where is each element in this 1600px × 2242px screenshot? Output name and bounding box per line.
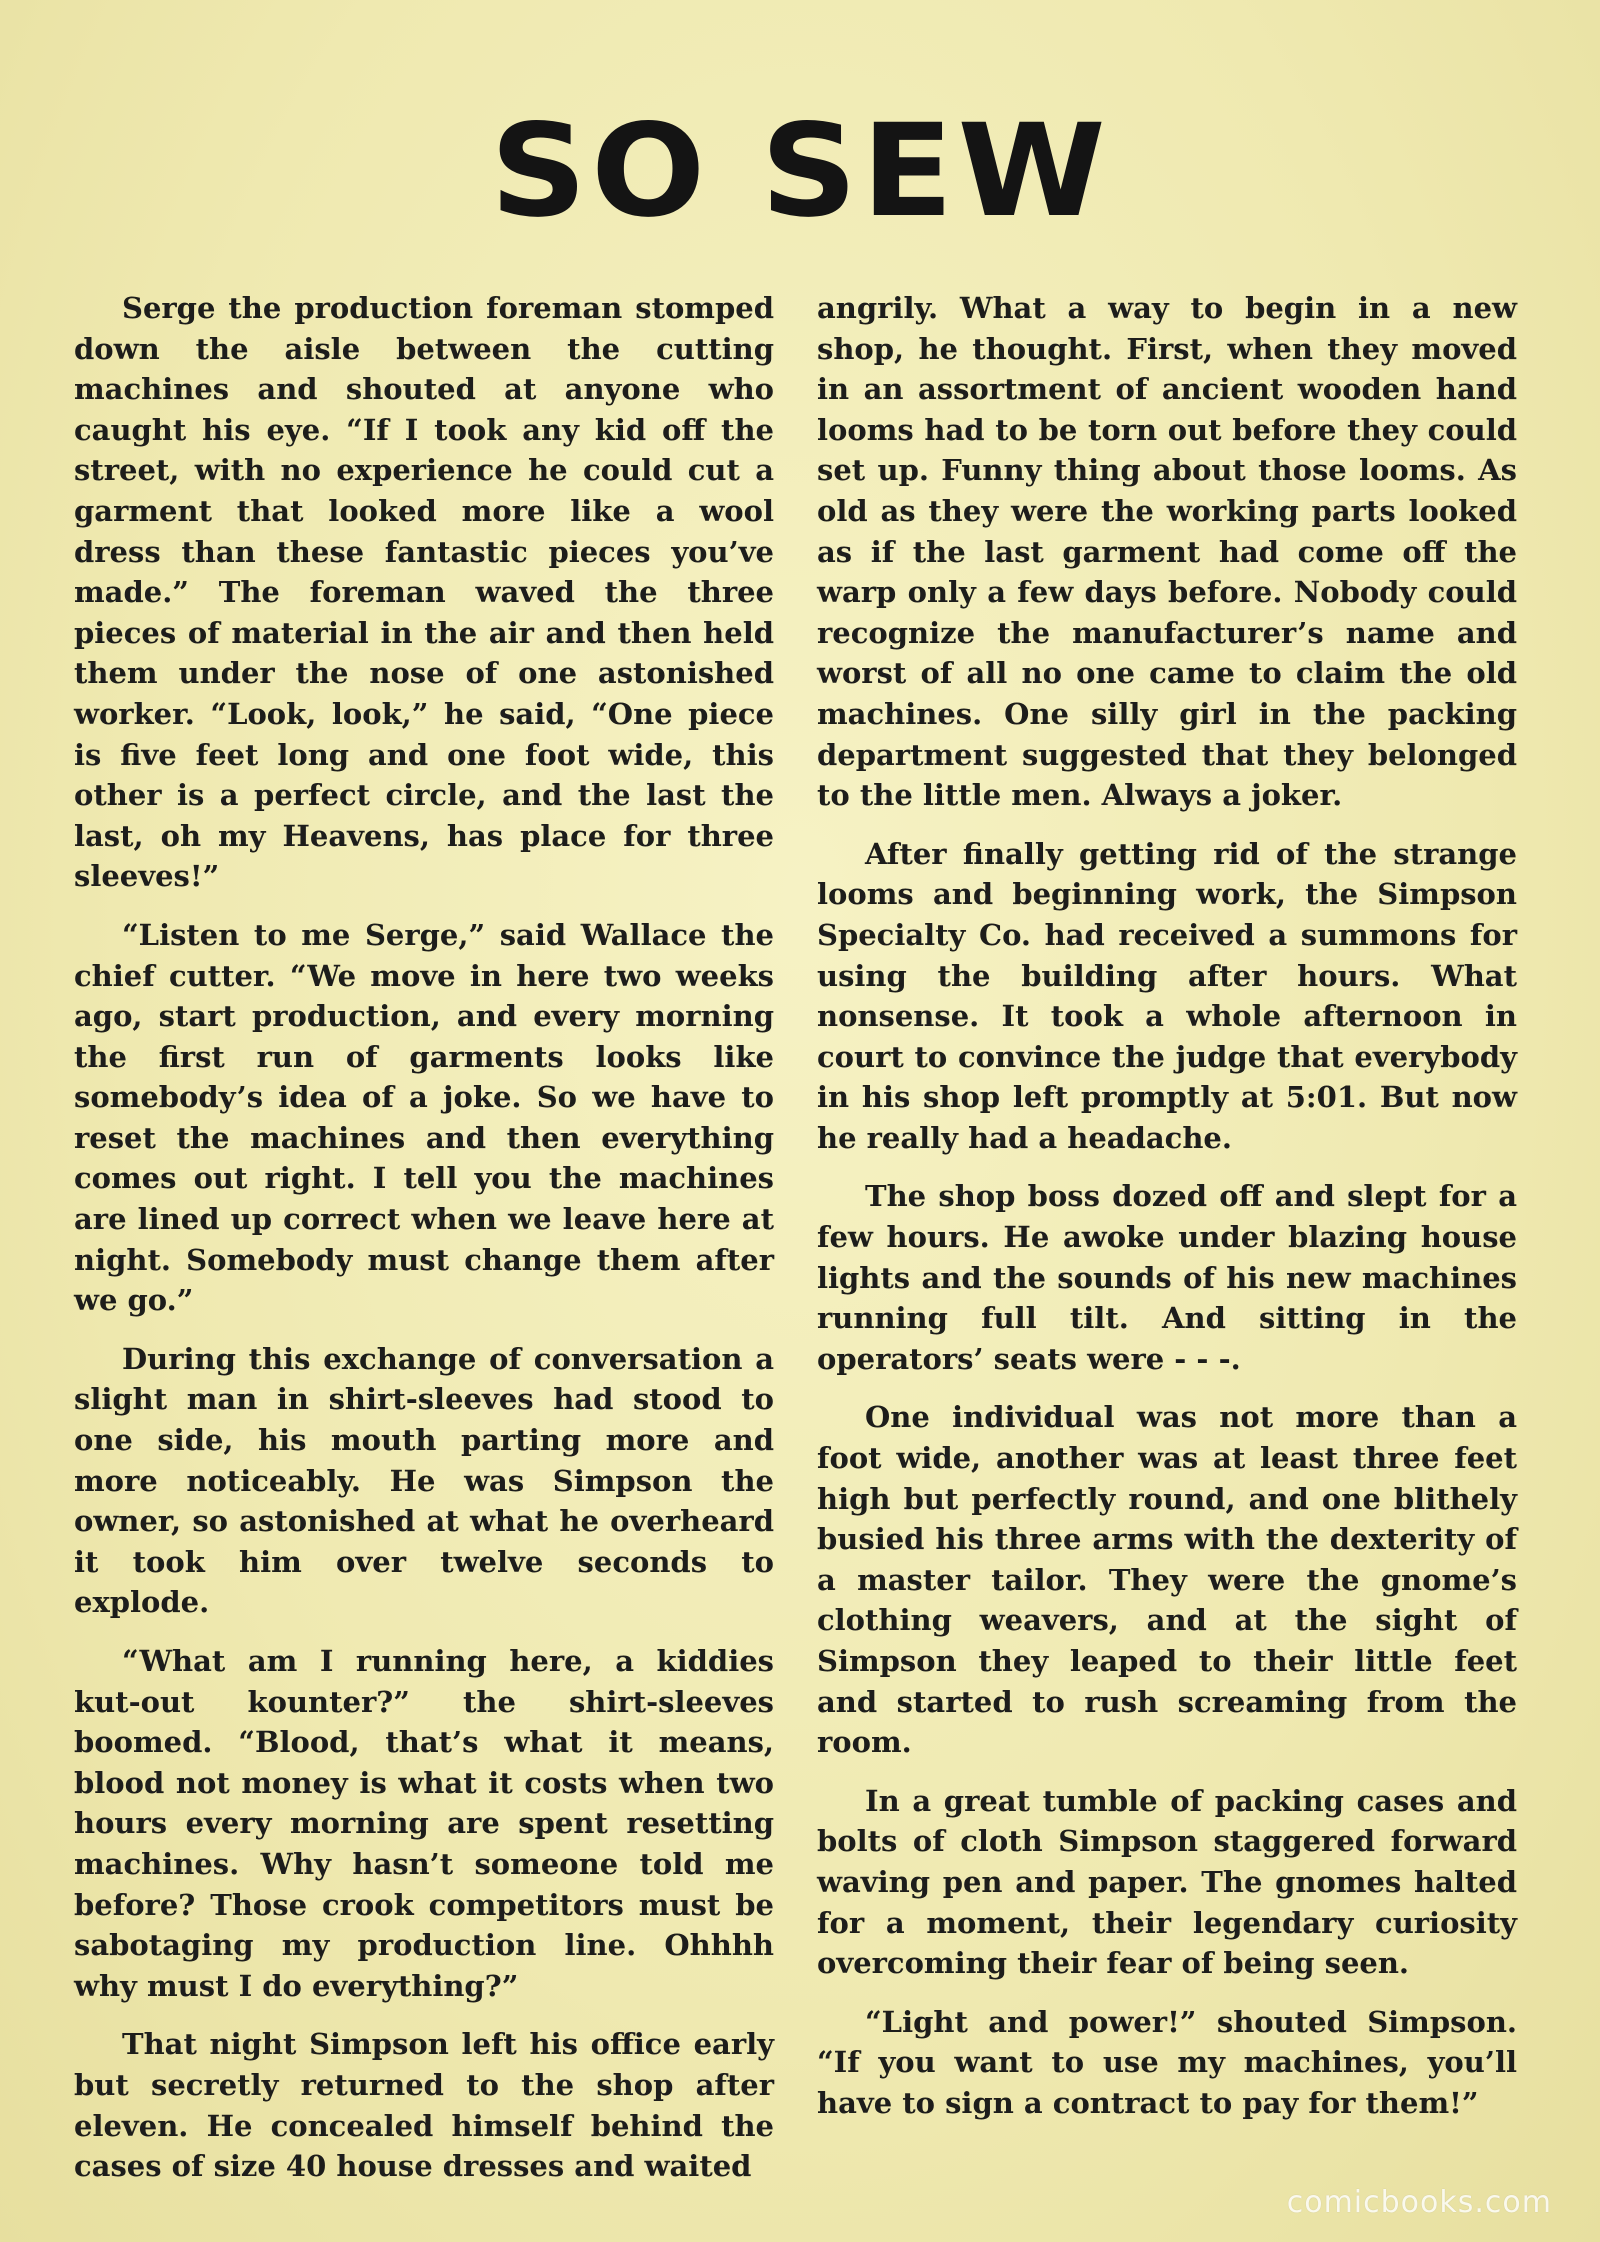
paragraph: “Light and power!” shouted Simpson. “If you want to use my machines, you’ll have to sign a contract to pay for them!”: [817, 2004, 1517, 2120]
watermark: comicbooks.com: [1286, 2185, 1552, 2220]
paragraph: After finally getting rid of the strange looms and beginning work, the Simpson Specialty Co. had received a summons for using the building after hours. What nonsense. It took a whole afternoon in court to convince the judge that everybody in his shop left promptly at 5:01. But now he really had a headache.: [817, 836, 1517, 1155]
paragraph: Serge the production foreman stomped down the aisle between the cutting machines and shouted at anyone who caught his eye. “If I took any kid off the street, with no experience he could cut a garment that looked more like a wool dress than these fantastic pieces you’ve made.” The foreman waved the three pieces of material in the air and then held them under the nose of one astonished worker. “Look, look,” he said, “One piece is five feet long and one foot wide, this other is a perfect circle, and the last the last, oh my Heavens, has place for three sleeves!”: [74, 291, 774, 894]
story-title: SO SEW: [490, 97, 1110, 246]
paragraph: “What am I running here, a kiddies kut-out kounter?” the shirt-sleeves boomed. “Blood, that’s what it means, blood not money is what it costs when two hours every morning are spent resetting machines. Why hasn’t someone told me before? Those crook competitors must be sabotaging my production line. Ohhhh why must I do everything?”: [74, 1644, 774, 2003]
paragraph: “Listen to me Serge,” said Wallace the chief cutter. “We move in here two weeks ago, start production, and every morning the first run of garments looks like somebody’s idea of a joke. So we have to reset the machines and then everything comes out right. I tell you the machines are lined up correct when we leave here at night. Somebody must change them after we go.”: [74, 917, 774, 1318]
paragraph: That night Simpson left his office early but secretly returned to the shop after eleven. He concealed himself behind the cases of size 40 house dresses and waited: [74, 2027, 774, 2184]
paragraph-continued: angrily. What a way to begin in a new shop, he thought. First, when they moved in an assortment of ancient wooden hand looms had to be torn out before they could set up. Funny thing about those looms. As old as they were the working parts looked as if the last garment had come off the warp only a few days before. Nobody could recognize the manufacturer’s name and worst of all no one came to claim the old machines. One silly girl in the packing department suggested that they belonged to the little men. Always a joker.: [817, 291, 1517, 813]
right-column: [817, 288, 1517, 2142]
left-column: [74, 288, 774, 2205]
paragraph: During this exchange of conversation a slight man in shirt-sleeves had stood to one side, his mouth parting more and more noticeably. He was Simpson the owner, so astonished at what he overheard it took him over twelve seconds to explode.: [74, 1341, 774, 1620]
paragraph: In a great tumble of packing cases and bolts of cloth Simpson staggered forward waving pen and paper. The gnomes halted for a moment, their legendary curiosity overcoming their fear of being seen.: [817, 1783, 1517, 1981]
paragraph: One individual was not more than a foot wide, another was at least three feet high but perfectly round, and one blithely busied his three arms with the dexterity of a master tailor. They were the gnome’s clothing weavers, and at the sight of Simpson they leaped to their little feet and started to rush screaming from the room.: [817, 1400, 1517, 1760]
paragraph: The shop boss dozed off and slept for a few hours. He awoke under blazing house lights and the sounds of his new machines running full tilt. And sitting in the operators’ seats were - - -.: [817, 1179, 1517, 1376]
